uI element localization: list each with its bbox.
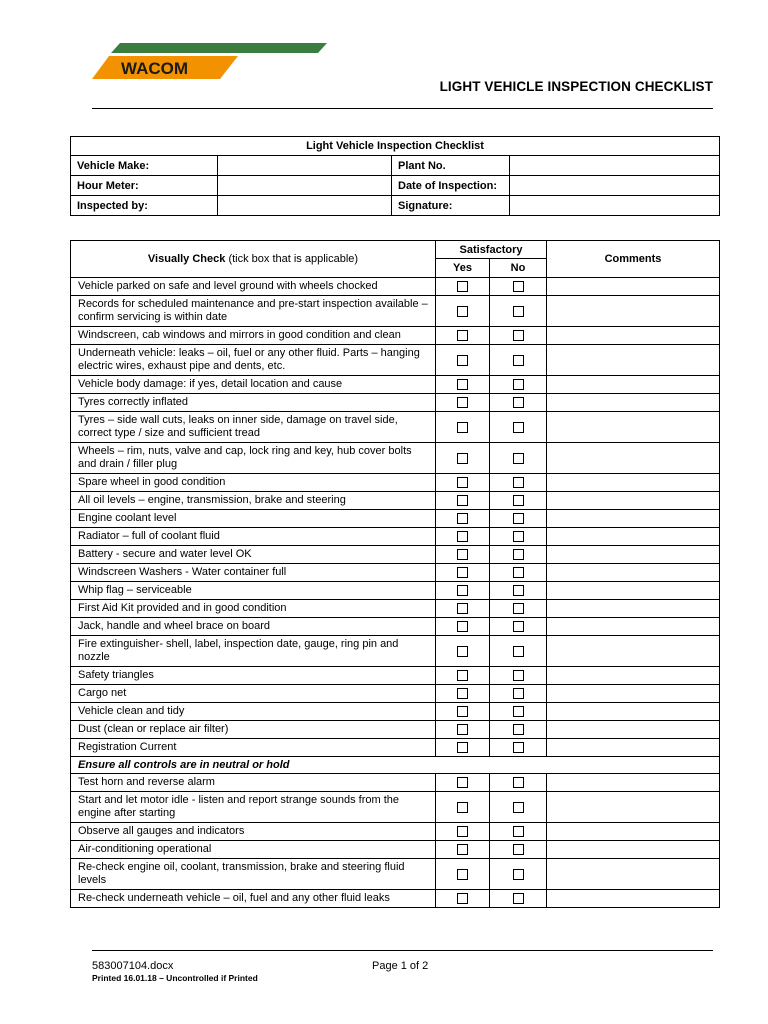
yes-checkbox[interactable] bbox=[457, 355, 468, 366]
visually-check-label: Visually Check bbox=[147, 253, 226, 265]
visually-check-header bbox=[71, 241, 436, 278]
no-checkbox[interactable] bbox=[513, 706, 524, 717]
info-row bbox=[71, 156, 720, 176]
checklist-item-label: Whip flag – serviceable bbox=[71, 582, 436, 600]
comments-cell[interactable] bbox=[547, 667, 720, 685]
footer-divider bbox=[92, 950, 713, 951]
no-cell bbox=[490, 510, 547, 528]
no-cell bbox=[490, 721, 547, 739]
yes-cell bbox=[436, 890, 490, 908]
checklist-row bbox=[71, 296, 720, 327]
comments-cell[interactable] bbox=[547, 296, 720, 327]
no-checkbox[interactable] bbox=[513, 422, 524, 433]
info-table-caption: Light Vehicle Inspection Checklist bbox=[71, 137, 720, 156]
yes-checkbox[interactable] bbox=[457, 281, 468, 292]
no-cell bbox=[490, 890, 547, 908]
checklist-row bbox=[71, 278, 720, 296]
comments-cell[interactable] bbox=[547, 890, 720, 908]
no-checkbox[interactable] bbox=[513, 777, 524, 788]
checklist-row bbox=[71, 394, 720, 412]
no-checkbox[interactable] bbox=[513, 453, 524, 464]
comments-cell[interactable] bbox=[547, 528, 720, 546]
yes-checkbox[interactable] bbox=[457, 477, 468, 488]
no-checkbox[interactable] bbox=[513, 621, 524, 632]
yes-cell bbox=[436, 685, 490, 703]
checklist-row bbox=[71, 636, 720, 667]
checklist-row bbox=[71, 859, 720, 890]
checklist-row bbox=[71, 492, 720, 510]
logo-text: WACOM bbox=[121, 59, 189, 78]
no-checkbox[interactable] bbox=[513, 826, 524, 837]
checklist-row bbox=[71, 792, 720, 823]
comments-cell[interactable] bbox=[547, 774, 720, 792]
checklist-item-label: Re-check underneath vehicle – oil, fuel and any other fluid leaks bbox=[71, 890, 436, 908]
no-cell bbox=[490, 636, 547, 667]
info-value-field[interactable] bbox=[510, 176, 720, 196]
logo-green-stripe bbox=[111, 43, 327, 53]
header-divider bbox=[92, 108, 713, 109]
checklist-row bbox=[71, 412, 720, 443]
checklist-item-label: Re-check engine oil, coolant, transmission, brake and steering fluid levels bbox=[71, 859, 436, 890]
inspection-checklist-table bbox=[70, 240, 720, 908]
yes-cell bbox=[436, 546, 490, 564]
yes-cell bbox=[436, 600, 490, 618]
section-label: Ensure all controls are in neutral or hold bbox=[71, 757, 720, 774]
comments-cell[interactable] bbox=[547, 278, 720, 296]
checklist-row bbox=[71, 600, 720, 618]
yes-cell bbox=[436, 492, 490, 510]
no-cell bbox=[490, 492, 547, 510]
checklist-item-label: Tyres – side wall cuts, leaks on inner side, damage on travel side, correct type / size and sufficient tread bbox=[71, 412, 436, 443]
no-cell bbox=[490, 823, 547, 841]
yes-checkbox[interactable] bbox=[457, 670, 468, 681]
visually-check-note: (tick box that is applicable) bbox=[228, 253, 359, 265]
checklist-row bbox=[71, 474, 720, 492]
yes-cell bbox=[436, 394, 490, 412]
comments-header: Comments bbox=[547, 241, 720, 278]
checklist-item-label: All oil levels – engine, transmission, brake and steering bbox=[71, 492, 436, 510]
no-checkbox[interactable] bbox=[513, 646, 524, 657]
no-cell bbox=[490, 412, 547, 443]
yes-checkbox[interactable] bbox=[457, 603, 468, 614]
no-checkbox[interactable] bbox=[513, 397, 524, 408]
no-cell bbox=[490, 582, 547, 600]
yes-checkbox[interactable] bbox=[457, 621, 468, 632]
checklist-row bbox=[71, 510, 720, 528]
no-cell bbox=[490, 345, 547, 376]
info-row bbox=[71, 196, 720, 216]
yes-cell bbox=[436, 376, 490, 394]
no-checkbox[interactable] bbox=[513, 549, 524, 560]
no-checkbox[interactable] bbox=[513, 603, 524, 614]
checklist-item-label: Dust (clean or replace air filter) bbox=[71, 721, 436, 739]
no-cell bbox=[490, 667, 547, 685]
checklist-item-label: Fire extinguisher- shell, label, inspection date, gauge, ring pin and nozzle bbox=[71, 636, 436, 667]
comments-cell[interactable] bbox=[547, 376, 720, 394]
info-label: Signature: bbox=[392, 196, 510, 216]
info-label: Hour Meter: bbox=[71, 176, 218, 196]
checklist-row bbox=[71, 703, 720, 721]
checklist-item-label: Records for scheduled maintenance and pre-start inspection available – confirm servicing is within date bbox=[71, 296, 436, 327]
yes-checkbox[interactable] bbox=[457, 742, 468, 753]
comments-cell[interactable] bbox=[547, 600, 720, 618]
checklist-item-label: Registration Current bbox=[71, 739, 436, 757]
comments-cell[interactable] bbox=[547, 546, 720, 564]
checklist-row bbox=[71, 721, 720, 739]
checklist-row bbox=[71, 345, 720, 376]
document-title: LIGHT VEHICLE INSPECTION CHECKLIST bbox=[439, 79, 713, 94]
yes-checkbox[interactable] bbox=[457, 513, 468, 524]
yes-cell bbox=[436, 667, 490, 685]
comments-cell[interactable] bbox=[547, 443, 720, 474]
yes-checkbox[interactable] bbox=[457, 397, 468, 408]
checklist-row bbox=[71, 823, 720, 841]
comments-cell[interactable] bbox=[547, 412, 720, 443]
checklist-row bbox=[71, 685, 720, 703]
no-checkbox[interactable] bbox=[513, 281, 524, 292]
footer-filename: 583007104.docx bbox=[92, 960, 174, 972]
yes-cell bbox=[436, 564, 490, 582]
no-checkbox[interactable] bbox=[513, 869, 524, 880]
checklist-item-label: Windscreen Washers - Water container full bbox=[71, 564, 436, 582]
checklist-row bbox=[71, 376, 720, 394]
no-cell bbox=[490, 774, 547, 792]
yes-cell bbox=[436, 859, 490, 890]
yes-cell bbox=[436, 739, 490, 757]
yes-cell bbox=[436, 703, 490, 721]
yes-checkbox[interactable] bbox=[457, 453, 468, 464]
yes-checkbox[interactable] bbox=[457, 777, 468, 788]
yes-checkbox[interactable] bbox=[457, 306, 468, 317]
yes-checkbox[interactable] bbox=[457, 549, 468, 560]
yes-cell bbox=[436, 721, 490, 739]
yes-checkbox[interactable] bbox=[457, 495, 468, 506]
no-checkbox[interactable] bbox=[513, 306, 524, 317]
checklist-item-label: Wheels – rim, nuts, valve and cap, lock ring and key, hub cover bolts and drain / filler plug bbox=[71, 443, 436, 474]
yes-cell bbox=[436, 296, 490, 327]
yes-checkbox[interactable] bbox=[457, 646, 468, 657]
yes-checkbox[interactable] bbox=[457, 826, 468, 837]
yes-cell bbox=[436, 792, 490, 823]
checklist-item-label: Underneath vehicle: leaks – oil, fuel or any other fluid. Parts – hanging electric wires, exhaust pipe and dents, etc. bbox=[71, 345, 436, 376]
checklist-row bbox=[71, 890, 720, 908]
no-checkbox[interactable] bbox=[513, 477, 524, 488]
yes-checkbox[interactable] bbox=[457, 844, 468, 855]
info-value-field[interactable] bbox=[510, 156, 720, 176]
yes-cell bbox=[436, 841, 490, 859]
yes-checkbox[interactable] bbox=[457, 688, 468, 699]
no-checkbox[interactable] bbox=[513, 531, 524, 542]
satisfactory-header: Satisfactory bbox=[436, 241, 547, 259]
no-checkbox[interactable] bbox=[513, 330, 524, 341]
checklist-row bbox=[71, 327, 720, 345]
no-cell bbox=[490, 841, 547, 859]
comments-cell[interactable] bbox=[547, 739, 720, 757]
comments-cell[interactable] bbox=[547, 345, 720, 376]
vehicle-info-table bbox=[70, 136, 720, 216]
comments-cell[interactable] bbox=[547, 582, 720, 600]
yes-cell bbox=[436, 510, 490, 528]
section-row bbox=[71, 757, 720, 774]
checklist-item-label: First Aid Kit provided and in good condition bbox=[71, 600, 436, 618]
checklist-item-label: Safety triangles bbox=[71, 667, 436, 685]
no-cell bbox=[490, 474, 547, 492]
no-cell bbox=[490, 685, 547, 703]
checklist-item-label: Vehicle clean and tidy bbox=[71, 703, 436, 721]
yes-checkbox[interactable] bbox=[457, 869, 468, 880]
info-value-field[interactable] bbox=[510, 196, 720, 216]
comments-cell[interactable] bbox=[547, 474, 720, 492]
checklist-item-label: Tyres correctly inflated bbox=[71, 394, 436, 412]
checklist-row bbox=[71, 546, 720, 564]
yes-checkbox[interactable] bbox=[457, 422, 468, 433]
no-checkbox[interactable] bbox=[513, 567, 524, 578]
no-cell bbox=[490, 327, 547, 345]
info-value-field[interactable] bbox=[218, 156, 392, 176]
no-cell bbox=[490, 600, 547, 618]
checklist-item-label: Engine coolant level bbox=[71, 510, 436, 528]
no-checkbox[interactable] bbox=[513, 513, 524, 524]
yes-cell bbox=[436, 618, 490, 636]
no-checkbox[interactable] bbox=[513, 379, 524, 390]
checklist-item-label: Jack, handle and wheel brace on board bbox=[71, 618, 436, 636]
yes-cell bbox=[436, 327, 490, 345]
comments-cell[interactable] bbox=[547, 685, 720, 703]
yes-cell bbox=[436, 636, 490, 667]
yes-checkbox[interactable] bbox=[457, 893, 468, 904]
info-row bbox=[71, 176, 720, 196]
comments-cell[interactable] bbox=[547, 859, 720, 890]
no-checkbox[interactable] bbox=[513, 495, 524, 506]
checklist-item-label: Test horn and reverse alarm bbox=[71, 774, 436, 792]
yes-cell bbox=[436, 278, 490, 296]
yes-cell bbox=[436, 774, 490, 792]
no-cell bbox=[490, 394, 547, 412]
no-cell bbox=[490, 443, 547, 474]
no-cell bbox=[490, 618, 547, 636]
yes-checkbox[interactable] bbox=[457, 567, 468, 578]
yes-cell bbox=[436, 823, 490, 841]
no-cell bbox=[490, 792, 547, 823]
checklist-row bbox=[71, 739, 720, 757]
no-cell bbox=[490, 546, 547, 564]
yes-checkbox[interactable] bbox=[457, 330, 468, 341]
comments-cell[interactable] bbox=[547, 841, 720, 859]
comments-cell[interactable] bbox=[547, 721, 720, 739]
checklist-row bbox=[71, 582, 720, 600]
info-label: Plant No. bbox=[392, 156, 510, 176]
checklist-row bbox=[71, 667, 720, 685]
comments-cell[interactable] bbox=[547, 618, 720, 636]
no-checkbox[interactable] bbox=[513, 802, 524, 813]
yes-cell bbox=[436, 443, 490, 474]
wacom-logo bbox=[92, 43, 332, 81]
yes-checkbox[interactable] bbox=[457, 379, 468, 390]
checklist-row bbox=[71, 564, 720, 582]
info-label: Inspected by: bbox=[71, 196, 218, 216]
checklist-item-label: Observe all gauges and indicators bbox=[71, 823, 436, 841]
yes-checkbox[interactable] bbox=[457, 724, 468, 735]
checklist-item-label: Vehicle parked on safe and level ground with wheels chocked bbox=[71, 278, 436, 296]
no-cell bbox=[490, 703, 547, 721]
no-cell bbox=[490, 859, 547, 890]
no-header: No bbox=[490, 259, 547, 278]
checklist-row bbox=[71, 443, 720, 474]
yes-cell bbox=[436, 582, 490, 600]
yes-header: Yes bbox=[436, 259, 490, 278]
no-checkbox[interactable] bbox=[513, 670, 524, 681]
no-checkbox[interactable] bbox=[513, 844, 524, 855]
checklist-item-label: Spare wheel in good condition bbox=[71, 474, 436, 492]
no-checkbox[interactable] bbox=[513, 585, 524, 596]
no-cell bbox=[490, 278, 547, 296]
checklist-item-label: Cargo net bbox=[71, 685, 436, 703]
info-value-field[interactable] bbox=[218, 176, 392, 196]
yes-checkbox[interactable] bbox=[457, 802, 468, 813]
checklist-item-label: Start and let motor idle - listen and report strange sounds from the engine after starting bbox=[71, 792, 436, 823]
no-cell bbox=[490, 564, 547, 582]
comments-cell[interactable] bbox=[547, 636, 720, 667]
no-checkbox[interactable] bbox=[513, 355, 524, 366]
no-checkbox[interactable] bbox=[513, 688, 524, 699]
checklist-item-label: Air-conditioning operational bbox=[71, 841, 436, 859]
comments-cell[interactable] bbox=[547, 564, 720, 582]
yes-checkbox[interactable] bbox=[457, 531, 468, 542]
yes-checkbox[interactable] bbox=[457, 706, 468, 717]
yes-cell bbox=[436, 412, 490, 443]
comments-cell[interactable] bbox=[547, 510, 720, 528]
comments-cell[interactable] bbox=[547, 327, 720, 345]
comments-cell[interactable] bbox=[547, 492, 720, 510]
no-cell bbox=[490, 528, 547, 546]
no-checkbox[interactable] bbox=[513, 724, 524, 735]
info-label: Vehicle Make: bbox=[71, 156, 218, 176]
yes-cell bbox=[436, 345, 490, 376]
comments-cell[interactable] bbox=[547, 792, 720, 823]
checklist-item-label: Vehicle body damage: if yes, detail location and cause bbox=[71, 376, 436, 394]
checklist-row bbox=[71, 774, 720, 792]
footer-printed-note: Printed 16.01.18 – Uncontrolled if Printed bbox=[92, 973, 258, 983]
checklist-row bbox=[71, 528, 720, 546]
checklist-item-label: Battery - secure and water level OK bbox=[71, 546, 436, 564]
info-label: Date of Inspection: bbox=[392, 176, 510, 196]
checklist-row bbox=[71, 618, 720, 636]
comments-cell[interactable] bbox=[547, 703, 720, 721]
comments-cell[interactable] bbox=[547, 823, 720, 841]
checklist-item-label: Windscreen, cab windows and mirrors in good condition and clean bbox=[71, 327, 436, 345]
checklist-row bbox=[71, 841, 720, 859]
checklist-item-label: Radiator – full of coolant fluid bbox=[71, 528, 436, 546]
no-checkbox[interactable] bbox=[513, 742, 524, 753]
no-checkbox[interactable] bbox=[513, 893, 524, 904]
info-value-field[interactable] bbox=[218, 196, 392, 216]
footer-page-number: Page 1 of 2 bbox=[372, 960, 429, 972]
no-cell bbox=[490, 296, 547, 327]
no-cell bbox=[490, 739, 547, 757]
comments-cell[interactable] bbox=[547, 394, 720, 412]
yes-cell bbox=[436, 474, 490, 492]
yes-cell bbox=[436, 528, 490, 546]
yes-checkbox[interactable] bbox=[457, 585, 468, 596]
no-cell bbox=[490, 376, 547, 394]
